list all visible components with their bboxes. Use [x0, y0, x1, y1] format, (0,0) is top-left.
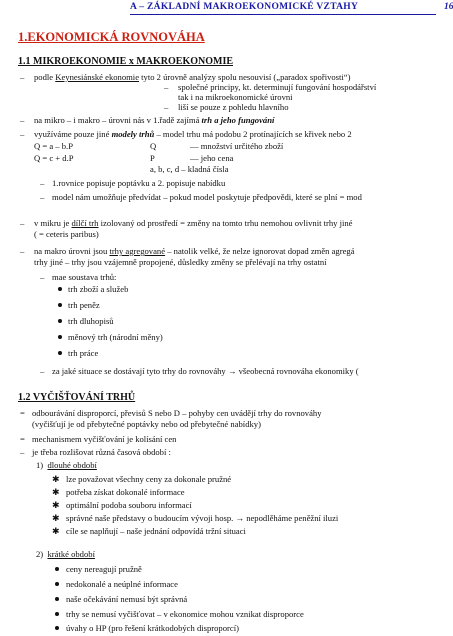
- list-item: trh dluhopisů: [68, 316, 114, 326]
- list-item: správné naše představy o budoucím vývoji hosp. → nepodlěháme peněžní iluzi: [66, 513, 339, 523]
- list-item: potřeba získat dokonalé informace: [66, 487, 185, 497]
- dash-marker: –: [40, 366, 45, 376]
- bullet-disc: [58, 351, 62, 355]
- bullet-disc: [55, 626, 59, 630]
- list-item: úvahy o HP (pro řešení krátkodobých disproporcí): [66, 623, 239, 633]
- page-number: 16: [444, 2, 453, 12]
- list-item: naše očekávání nemusí být správná: [66, 594, 188, 604]
- symbol-q-desc: — množství určitého zboží: [190, 141, 284, 151]
- dash-marker: –: [20, 72, 25, 82]
- underlined-term: krátké období: [47, 549, 95, 559]
- text-span: izolovaný od prostředí = změny na tomto trhu nemohou ovlivnit trhy jiné: [98, 218, 353, 228]
- list-item: optimální podoba souboru informací: [66, 500, 192, 510]
- symbol-p: P: [150, 153, 155, 163]
- symbol-q: Q: [150, 141, 157, 151]
- equation-supply: Q = c + d.P: [34, 153, 74, 163]
- list-item: trhy se nemusí vyčišťovat – v ekonomice mohou vznikat disproporce: [66, 609, 304, 619]
- paragraph-line: 1.rovnice popisuje poptávku a 2. popisuje nabídku: [52, 178, 226, 188]
- text-span: na mikro – i makro – úrovni nás v 1.řadě zajímá: [34, 115, 202, 125]
- paragraph-line: mae soustava trhů:: [52, 272, 117, 282]
- paragraph-line: [34, 115, 274, 125]
- list-item: cíle se naplňují – naše jednání odpovídá tržní situaci: [66, 526, 246, 536]
- section-1-1-title: 1.1 MIKROEKONOMIE x MAKROEKONOMIE: [18, 56, 233, 67]
- bullet-disc: [55, 567, 59, 571]
- bullet-disc: [58, 303, 62, 307]
- bullet-disc: [55, 597, 59, 601]
- bullet-disc: [55, 612, 59, 616]
- paragraph-line: za jaké situace se dostávají tyto trhy do rovnováhy → všeobecná rovnováha ekonomiky (: [52, 366, 359, 376]
- underlined-term: dlouhé období: [47, 460, 97, 470]
- dash-marker: –: [20, 246, 25, 256]
- paragraph-line: ( = ceteris paribus): [34, 229, 99, 239]
- paragraph-line: liší se pouze z pohledu hlavního: [178, 102, 289, 112]
- emphasis-term: trh a jeho fungování: [201, 115, 275, 125]
- list-item: trh peněz: [68, 300, 100, 310]
- paragraph-line: [34, 246, 355, 256]
- bullet-disc: [55, 582, 59, 586]
- paragraph-line: je třeba rozlišovat různá časová období :: [32, 447, 171, 457]
- emphasis-term: modely trhů: [111, 129, 155, 139]
- bullet-disc: [58, 319, 62, 323]
- dash-marker: –: [40, 272, 45, 282]
- paragraph-line: mechanismem vyčišťování je kolísání cen: [32, 434, 177, 444]
- numbered-heading-short: [36, 549, 95, 559]
- paragraph-line: (vyčišťují je od přebytečné poptávky nebo od přebytečné nabídky): [32, 419, 261, 429]
- asterisk-bullet: ✱: [52, 500, 60, 510]
- list-item: nedokonalé a neúplné informace: [66, 579, 178, 589]
- underlined-term: dílčí trh: [71, 218, 99, 228]
- numbered-heading-long: [36, 460, 97, 470]
- text-span: podle: [34, 72, 56, 82]
- dash-marker: –: [164, 82, 169, 92]
- list-item: ceny nereagují pružně: [66, 564, 142, 574]
- paragraph-line: [34, 218, 353, 228]
- paragraph-line: trhy jiné – trhy jsou vzájemně propojené, důsledky změny se přelévají na trhy ostatní: [34, 257, 327, 267]
- text-span: tyto 2 úrovně analýzy spolu nesouvisí („paradox spořivosti“): [139, 72, 351, 82]
- running-header: A – ZÁKLADNÍ MAKROEKONOMICKÉ VZTAHY: [130, 2, 359, 12]
- dash-marker: –: [20, 129, 25, 139]
- paragraph-line: [34, 129, 352, 139]
- symbol-p-desc: — jeho cena: [190, 153, 234, 163]
- list-number: 2): [36, 549, 44, 559]
- equals-marker: =: [20, 434, 25, 444]
- paragraph-line: společné principy, kt. determinují fungování hospodářství: [178, 82, 377, 92]
- list-item: lze považovat všechny ceny za dokonale pružné: [66, 474, 232, 484]
- dash-marker: –: [40, 192, 45, 202]
- asterisk-bullet: ✱: [52, 487, 60, 497]
- header-rule: [130, 14, 436, 15]
- asterisk-bullet: ✱: [52, 513, 60, 523]
- underlined-term: trhy agregované: [109, 246, 166, 256]
- equation-demand: Q = a – b.P: [34, 141, 73, 151]
- underlined-term: Keynesiánské ekonomie: [55, 72, 140, 82]
- equals-marker: =: [20, 408, 25, 418]
- section-1-2-title: 1.2 VYČIŠŤOVÁNÍ TRHŮ: [18, 392, 136, 403]
- bullet-disc: [58, 287, 62, 291]
- paragraph-line: odbourávání disproporcí, převisů S nebo D – pohyby cen uvádějí trhy do rovnováhy: [32, 408, 322, 418]
- dash-marker: –: [20, 447, 25, 457]
- list-item: měnový trh (národní měny): [68, 332, 163, 342]
- text-span: – natolik velké, že nelze ignorovat dopad změn agregá: [165, 246, 355, 256]
- asterisk-bullet: ✱: [52, 526, 60, 536]
- list-number: 1): [36, 460, 44, 470]
- paragraph-line: model nám umožňuje předvídat – pokud model poskytuje předpovědi, které se plní = mod: [52, 192, 362, 202]
- chapter-title: 1.EKONOMICKÁ ROVNOVÁHA: [18, 30, 205, 44]
- list-item: trh práce: [68, 348, 99, 358]
- dash-marker: –: [164, 102, 169, 112]
- paragraph-line: [34, 72, 350, 82]
- text-span: v mikru je: [34, 218, 72, 228]
- dash-marker: –: [40, 178, 45, 188]
- coefficients-note: a, b, c, d – kladná čísla: [150, 164, 229, 174]
- bullet-disc: [58, 335, 62, 339]
- text-span: – model trhu má podobu 2 protínajících se křivek nebo 2: [154, 129, 352, 139]
- dash-marker: –: [20, 218, 25, 228]
- dash-marker: –: [20, 115, 25, 125]
- text-span: na makro úrovni jsou: [34, 246, 110, 256]
- list-item: trh zboží a služeb: [68, 284, 129, 294]
- paragraph-line: tak i na mikroekonomické úrovni: [178, 92, 293, 102]
- asterisk-bullet: ✱: [52, 474, 60, 484]
- text-span: využíváme pouze jiné: [34, 129, 112, 139]
